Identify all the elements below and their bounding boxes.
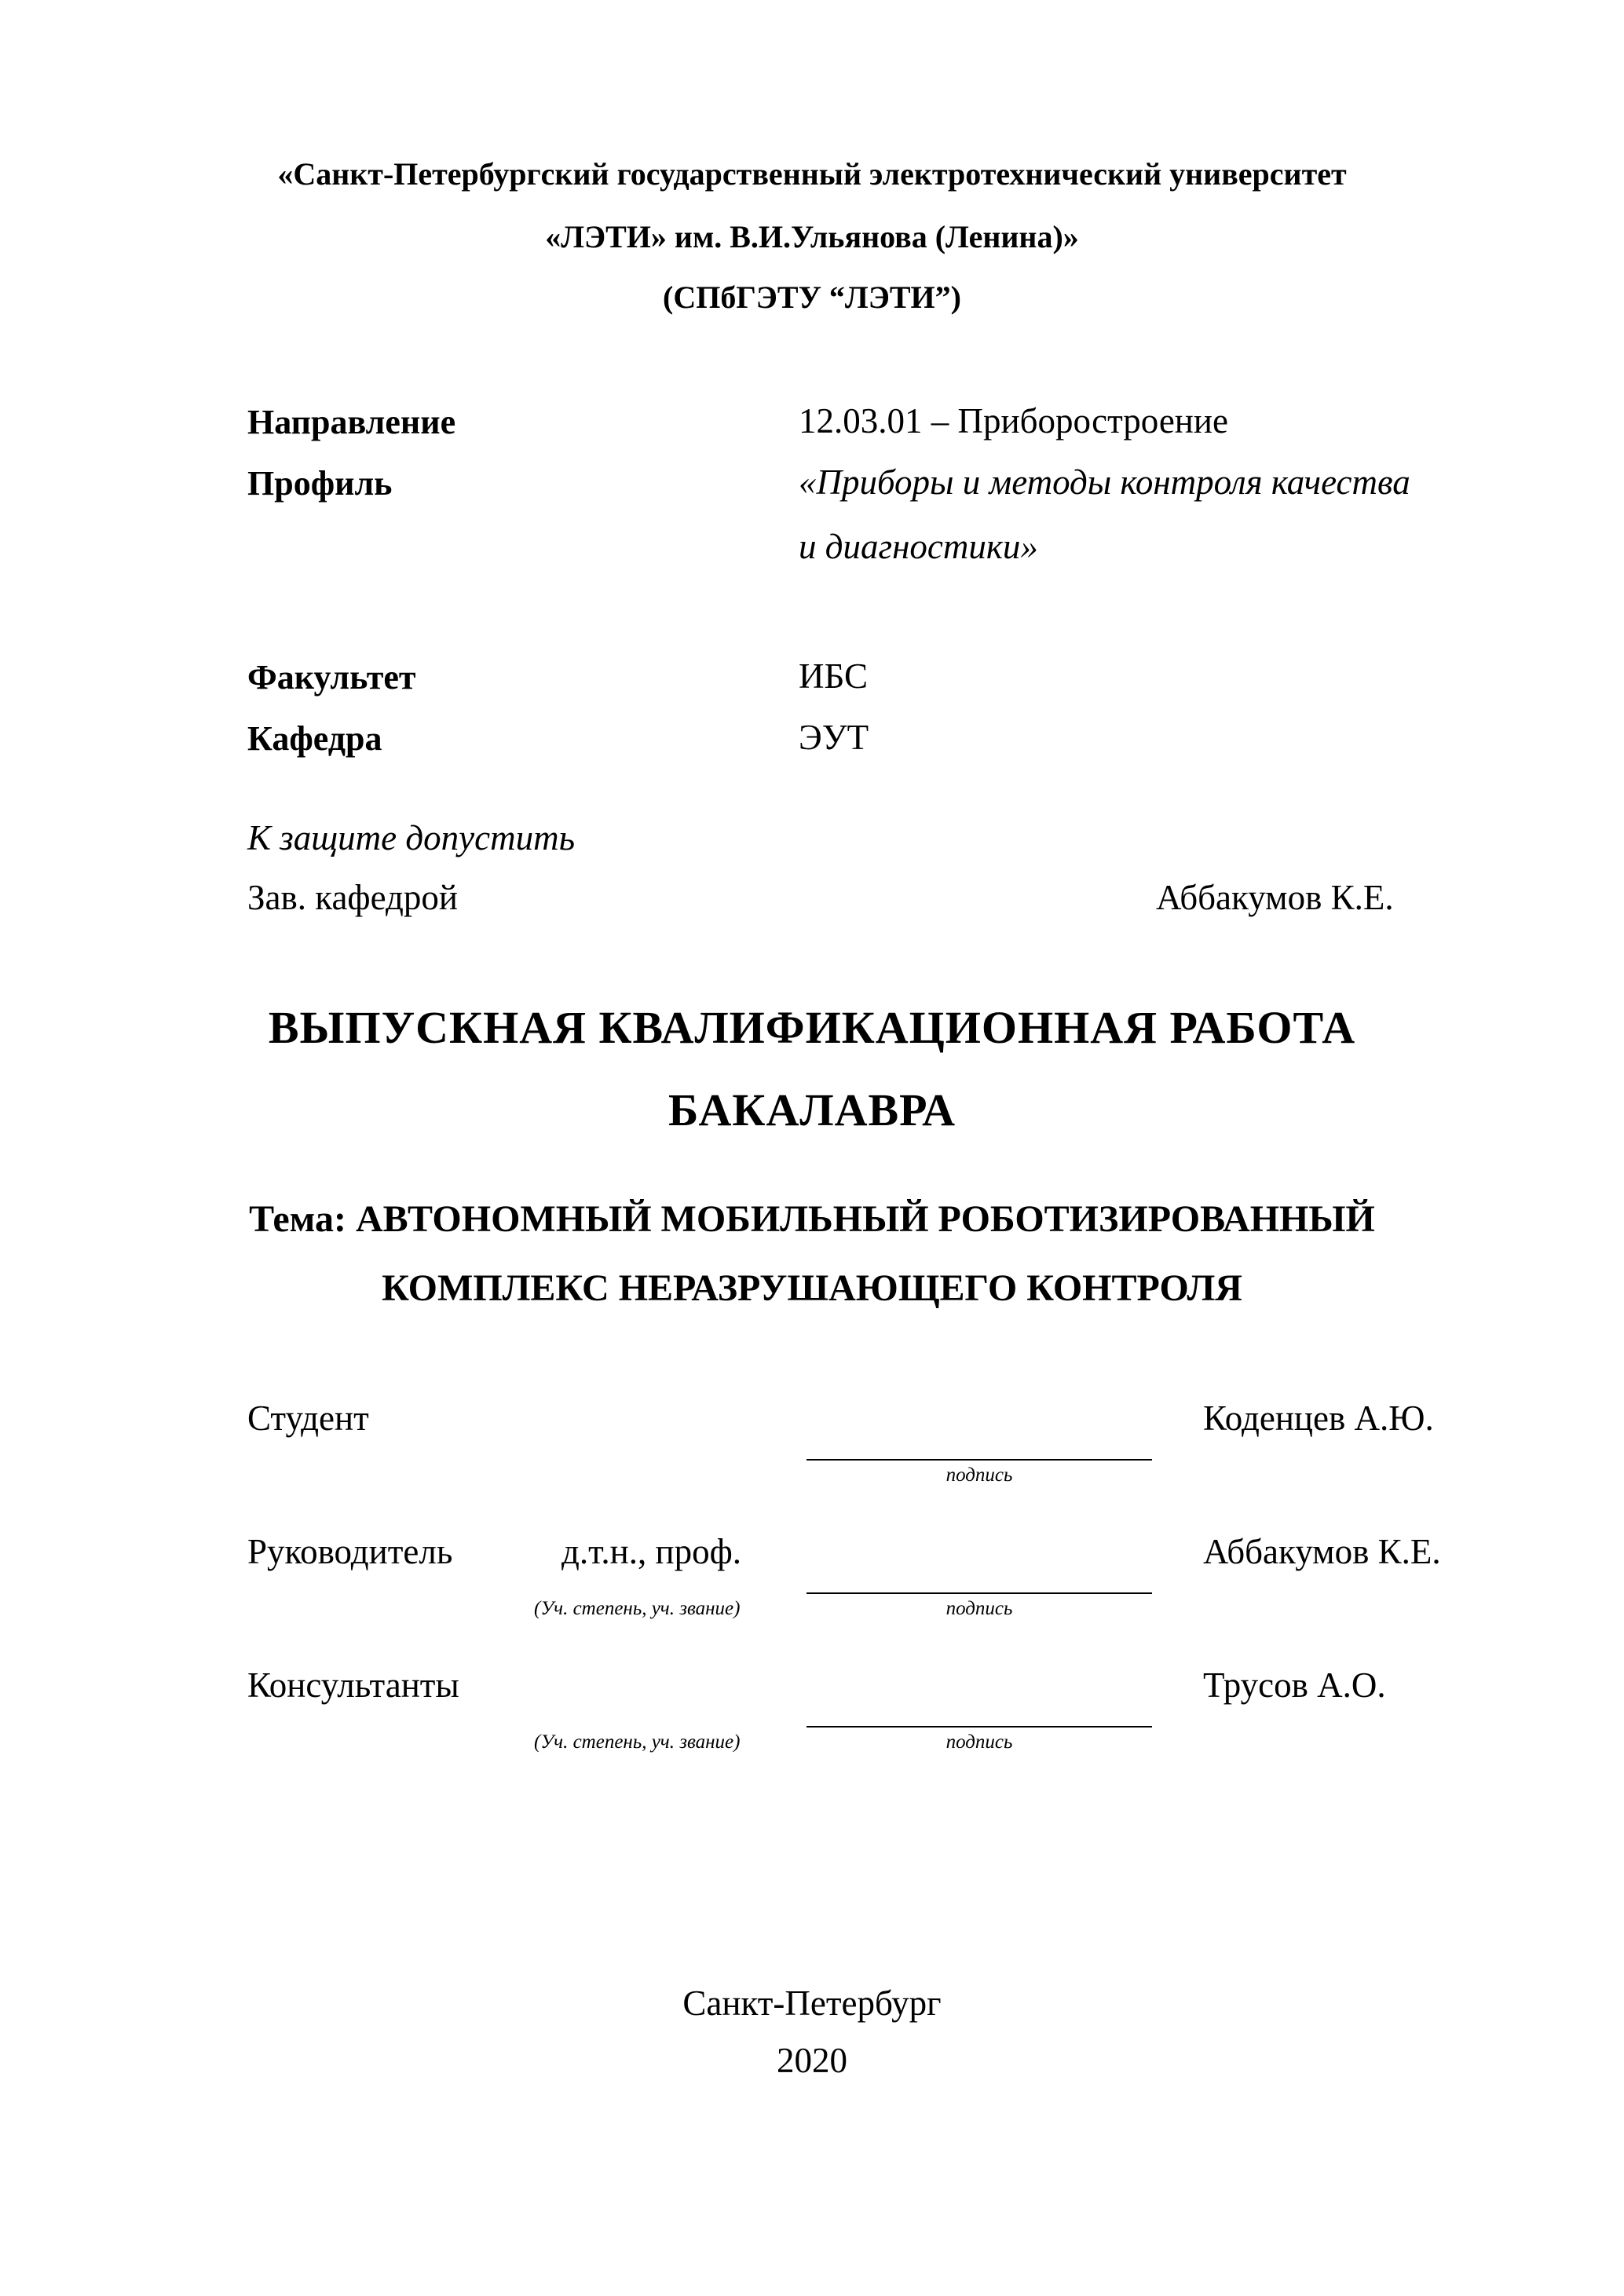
student-signature-line (807, 1459, 1152, 1461)
student-signature-caption: подпись (946, 1464, 1013, 1486)
direction-value: 12.03.01 – Приборостроение (799, 401, 1228, 441)
consultant-signature-caption: подпись (946, 1731, 1013, 1753)
work-title-line1: ВЫПУСКНАЯ КВАЛИФИКАЦИОННАЯ РАБОТА (268, 1002, 1356, 1053)
faculty-label: Факультет (247, 658, 416, 696)
direction-label: Направление (247, 403, 456, 441)
profile-value-line1: «Приборы и методы контроля качества (799, 462, 1410, 502)
faculty-value: ИБС (799, 656, 869, 696)
consultants-label: Консультанты (247, 1665, 459, 1705)
department-value: ЭУТ (799, 718, 869, 757)
supervisor-label: Руководитель (247, 1532, 453, 1571)
supervisor-signature-line (807, 1592, 1152, 1594)
profile-label: Профиль (247, 464, 393, 503)
head-of-department-name: Аббакумов К.Е. (1156, 878, 1394, 917)
supervisor-degree-caption: (Уч. степень, уч. звание) (534, 1598, 741, 1619)
consultant-signature-line (807, 1726, 1152, 1727)
consultant-name: Трусов А.О. (1203, 1665, 1386, 1705)
profile-value-line2: и диагностики» (799, 527, 1038, 566)
year: 2020 (777, 2041, 847, 2080)
head-of-department-label: Зав. кафедрой (247, 878, 458, 917)
student-label: Студент (247, 1398, 369, 1438)
university-name-line1: «Санкт-Петербургский государственный электротехнический университет (277, 156, 1347, 192)
university-name-line2: «ЛЭТИ» им. В.И.Ульянова (Ленина)» (545, 219, 1079, 254)
supervisor-degree: д.т.н., проф. (561, 1532, 741, 1571)
topic-line1: Тема: АВТОНОМНЫЙ МОБИЛЬНЫЙ РОБОТИЗИРОВАННЫЙ (249, 1198, 1375, 1240)
university-abbreviation: (СПбГЭТУ “ЛЭТИ”) (663, 280, 961, 315)
city: Санкт-Петербург (682, 1983, 942, 2023)
department-label: Кафедра (247, 719, 382, 758)
supervisor-name: Аббакумов К.Е. (1203, 1532, 1441, 1571)
admit-to-defense: К защите допустить (247, 818, 576, 857)
consultant-degree-caption: (Уч. степень, уч. звание) (534, 1731, 741, 1753)
student-name: Коденцев А.Ю. (1203, 1398, 1434, 1438)
work-title-line2: БАКАЛАВРА (668, 1084, 956, 1135)
supervisor-signature-caption: подпись (946, 1598, 1013, 1619)
topic-line2: КОМПЛЕКС НЕРАЗРУШАЮЩЕГО КОНТРОЛЯ (382, 1267, 1242, 1309)
